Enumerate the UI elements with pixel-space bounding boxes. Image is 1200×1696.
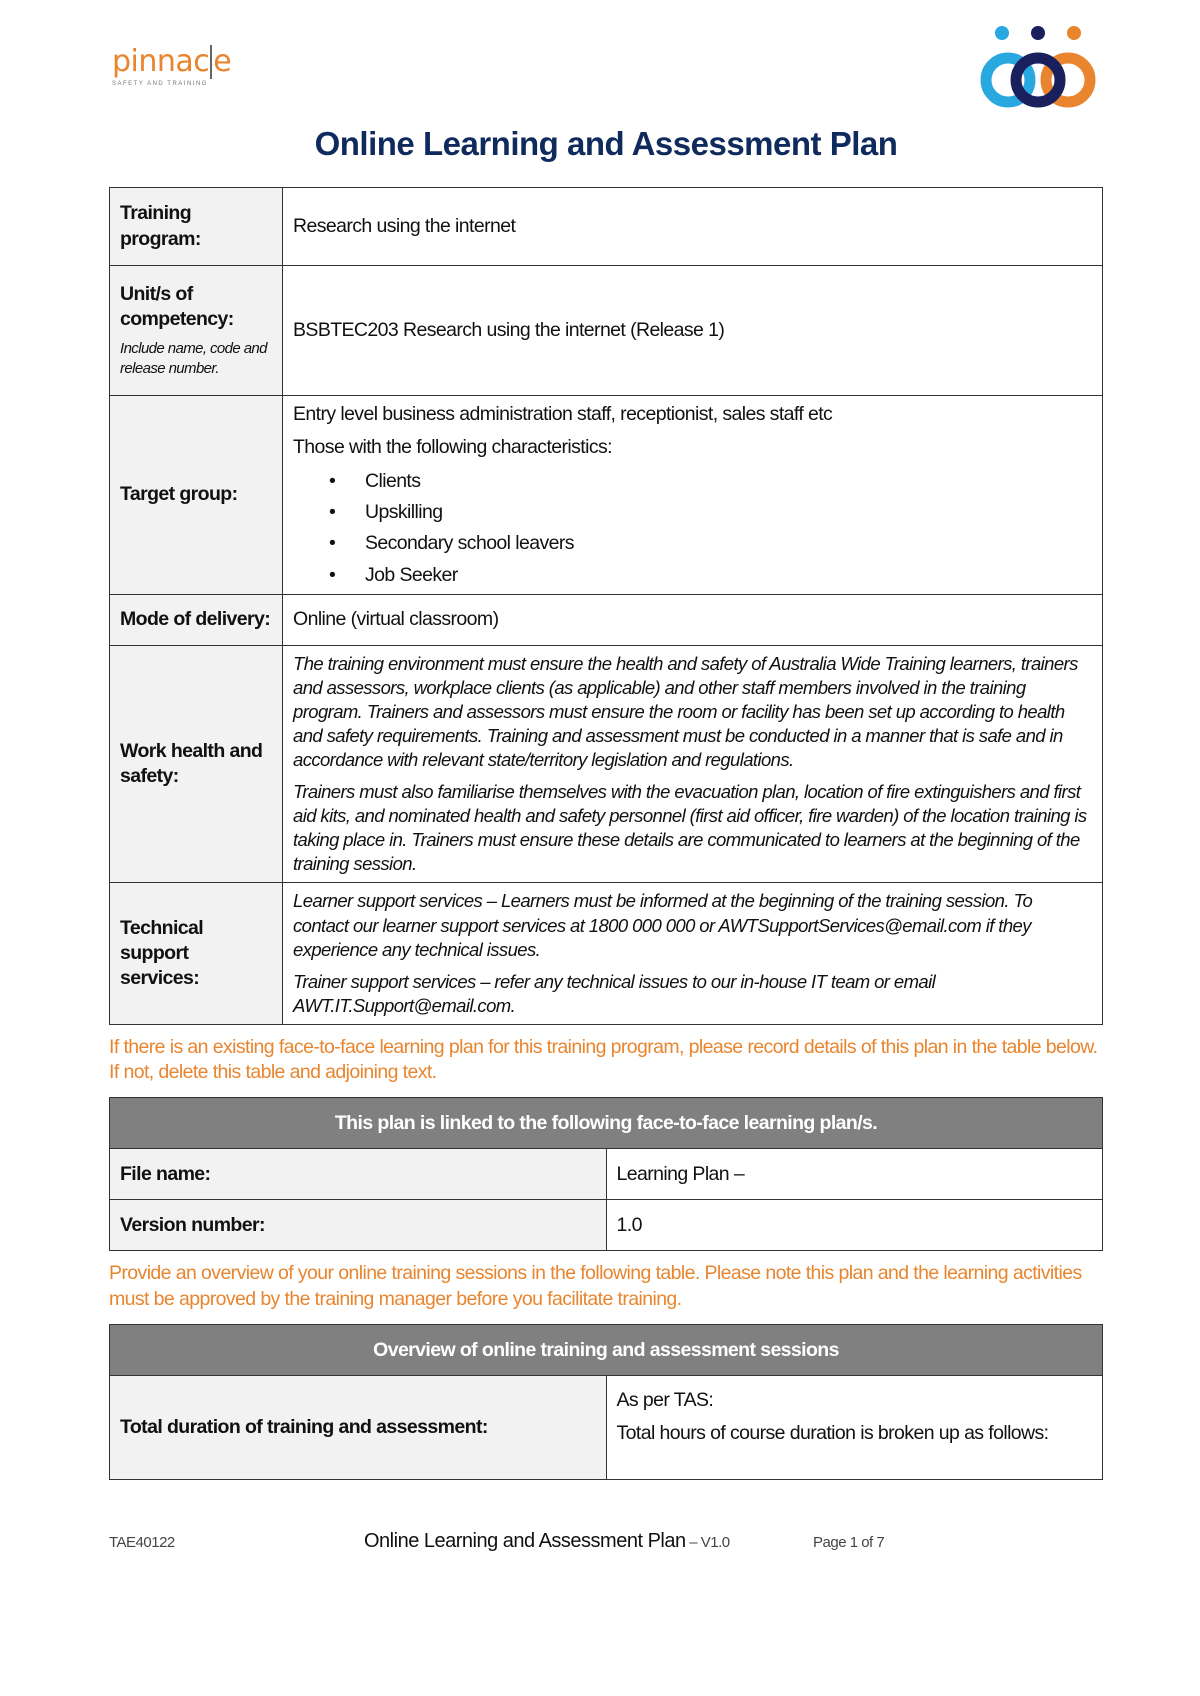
row-label: Technical support services: (110, 883, 283, 1024)
paragraph: Total hours of course duration is broken up as follows: (616, 1422, 1049, 1445)
instruction-note: If there is an existing face-to-face learning plan for this training program, please record details of this plan in the table below. If not, delete this table and adjoining text. (109, 1035, 1098, 1084)
table-row (110, 396, 1103, 595)
pinnacle-logo: pinnac e SAFETY AND TRAINING (112, 44, 232, 87)
table-header: This plan is linked to the following face-to-face learning plan/s. (110, 1098, 1103, 1149)
table-row (110, 1376, 1103, 1480)
bullet-list (293, 469, 1092, 588)
row-value: 1.0 (606, 1200, 1103, 1251)
table-row (110, 595, 1103, 646)
footer-title: Online Learning and Assessment Plan – V1.0 (364, 1530, 730, 1553)
paragraph: Entry level business administration staff, receptionist, sales staff etc (293, 403, 833, 425)
table-row (110, 188, 1103, 266)
plan-details-table (109, 187, 1103, 1025)
paragraph: Learner support services – Learners must be informed at the beginning of the training session. To contact our learner support services at 1800 000 000 or AWTSupportServices@email.com if they experience any technical issues. (293, 890, 1033, 960)
page-number: Page 1 of 7 (813, 1534, 885, 1552)
row-value: Research using the internet (283, 188, 1103, 266)
row-label: Target group: (110, 396, 283, 595)
table-row (110, 1200, 1103, 1251)
row-value: Learning Plan – (606, 1149, 1103, 1200)
list-item: • Secondary school leavers (329, 531, 1092, 556)
paragraph: The training environment must ensure the health and safety of Australia Wide Training learners, trainers and assessors, workplace clients (as applicable) and other staff members involved in the training program. Trainers and assessors must ensure the room or facility has been set up according to health and safety requirements. Training and assessment must be conducted in a manner that is safe and in accordance with relevant state/territory legislation and regulations. (293, 653, 1078, 771)
paragraph: Trainers must also familiarise themselves with the evacuation plan, location of fire extinguishers and first aid kits, and nominated health and safety personnel (first aid officer, fire warden) of the location training is taking place in. Trainers must ensure these details are communicated to learners at the beginning of the training session. (293, 781, 1087, 875)
paragraph: Trainer support services – refer any technical issues to our in-house IT team or email AWT.IT.Support@email.com. (293, 970, 936, 1016)
instruction-note: Provide an overview of your online training sessions in the following table. Please note this plan and the learning activities must be approved by the training manager before you facilitate training. (109, 1262, 1082, 1310)
table-row (110, 1149, 1103, 1200)
list-item: • Clients (329, 469, 1092, 494)
row-label: File name: (110, 1149, 607, 1200)
row-label: Mode of delivery: (110, 595, 283, 646)
overview-table (109, 1324, 1103, 1480)
row-label: Unit/s of competency: (120, 282, 234, 331)
row-value: Online (virtual classroom) (283, 595, 1103, 646)
table-row (110, 266, 1103, 396)
page-title: Online Learning and Assessment Plan (314, 125, 898, 162)
footer (109, 1530, 1103, 1593)
row-label: Total duration of training and assessment: (110, 1376, 607, 1480)
footer-code: TAE40122 (109, 1534, 175, 1552)
row-label: Work health and safety: (110, 646, 283, 883)
logo-tagline: SAFETY AND TRAINING (112, 81, 208, 87)
row-label: Training program: (110, 188, 283, 266)
list-item: • Upskilling (329, 500, 1092, 525)
row-value: BSBTEC203 Research using the internet (Release 1) (283, 266, 1103, 396)
list-item: • Job Seeker (329, 563, 1092, 588)
row-label: Version number: (110, 1200, 607, 1251)
linked-plan-table (109, 1097, 1103, 1251)
table-header: Overview of online training and assessment sessions (110, 1325, 1103, 1376)
logo-text: pinnac (112, 44, 210, 79)
table-row (110, 646, 1103, 883)
table-row (110, 883, 1103, 1024)
paragraph: As per TAS: (616, 1389, 714, 1412)
row-note: Include name, code and release number. (120, 339, 267, 377)
paragraph: Those with the following characteristics: (293, 436, 612, 459)
